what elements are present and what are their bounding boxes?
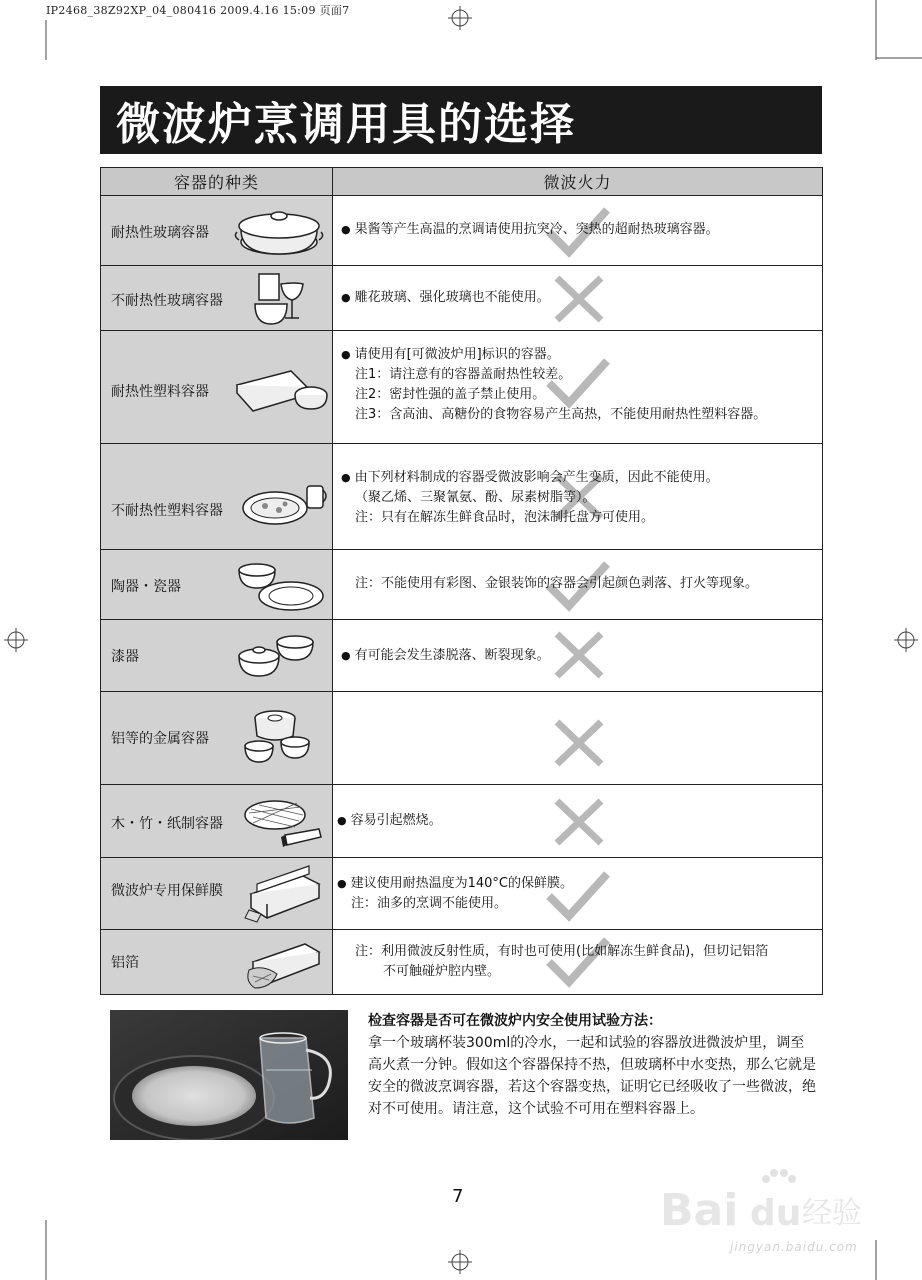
- description-cell: [333, 620, 823, 692]
- category-cell: [101, 266, 333, 331]
- watermark-url: jingyan.baidu.com: [730, 1240, 858, 1254]
- table-row: [101, 266, 823, 331]
- category-name: 铝箔: [111, 955, 139, 971]
- description-cell: [333, 692, 823, 785]
- print-header: IP2468_38Z92XP_04_080416 2009.4.16 15:09 页面7: [46, 4, 350, 17]
- cross-mark-icon: [553, 274, 605, 324]
- category-name: 漆器: [111, 649, 139, 665]
- table-row: [101, 444, 823, 550]
- cross-mark-icon: [553, 718, 605, 768]
- category-cell: [101, 930, 333, 995]
- description-note: 注：只有在解冻生鲜食品时，泡沫制托盘方可使用。: [355, 510, 655, 525]
- category-cell: [101, 692, 333, 785]
- category-name: 微波炉专用保鲜膜: [111, 883, 223, 899]
- page-number: 7: [452, 1186, 464, 1207]
- glasses-icon: [251, 270, 311, 328]
- registration-mark-right: [894, 628, 918, 652]
- ceramic-bowl-and-plate-icon: [233, 556, 327, 616]
- plastic-containers-icon: [231, 361, 331, 417]
- table-row: [101, 858, 823, 930]
- table-row: [101, 620, 823, 692]
- description-line: ● 容易引起燃烧。: [337, 813, 442, 828]
- plastic-wrap-box-icon: [243, 864, 327, 926]
- description-note: 注：不能使用有彩图、金银装饰的容器会引起颜色剥落、打火等现象。: [355, 576, 759, 591]
- aluminum-foil-roll-icon: [243, 934, 327, 992]
- crop-mark-top-left: [0, 0, 60, 60]
- description-cell: [333, 444, 823, 550]
- description-cell: [333, 858, 823, 930]
- description-note: （聚乙烯、三聚氰氨、酚、尿素树脂等）。: [355, 490, 596, 505]
- description-line: ● 由下列材料制成的容器受微波影响会产生变质，因此不能使用。: [341, 470, 719, 485]
- watermark-brand-suffix: du: [750, 1193, 802, 1234]
- table-header-row: [101, 168, 823, 196]
- category-cell: [101, 550, 333, 620]
- category-cell: [101, 858, 333, 930]
- description-line: ● 果酱等产生高温的烹调请使用抗突冷、突热的超耐热玻璃容器。: [341, 222, 719, 237]
- description-cell: [333, 785, 823, 858]
- description-note: 注：利用微波反射性质，有时也可使用(比如解冻生鲜食品)，但切记铝箔: [355, 944, 769, 959]
- category-cell: [101, 620, 333, 692]
- metal-containers-icon: [233, 706, 323, 772]
- registration-mark-bottom: [448, 1250, 472, 1274]
- category-cell: [101, 444, 333, 550]
- table-row: [101, 550, 823, 620]
- table-row: [101, 930, 823, 995]
- description-line: ● 建议使用耐热温度为140°C的保鲜膜。: [337, 876, 573, 891]
- page-title-bar: [100, 86, 822, 154]
- description-line: ● 请使用有[可微波炉用]标识的容器。: [341, 347, 560, 362]
- baidu-watermark-logo: [660, 1165, 870, 1245]
- watermark-brand: Bai: [660, 1185, 739, 1236]
- category-name: 耐热性塑料容器: [111, 384, 209, 400]
- description-cell: [333, 196, 823, 266]
- crop-mark-bottom-right: [862, 1220, 922, 1280]
- description-cell: [333, 550, 823, 620]
- test-method-body: 拿一个玻璃杯装300ml的冷水，一起和试验的容器放进微波炉里，调至高火煮一分钟。假如这个容器保持不热，但玻璃杯中水变热，那么它就是安全的微波烹调容器，若这个容器变热，证明它已经吸收了一些微波，绝对不可使用。请注意，这个试验不可用在塑料容器上。: [368, 1035, 816, 1117]
- description-line: ● 雕花玻璃、强化玻璃也不能使用。: [341, 290, 550, 305]
- plastic-tray-and-mug-icon: [239, 480, 329, 530]
- page-title: 微波炉烹调用具的选择: [116, 99, 576, 150]
- category-name: 木・竹・纸制容器: [111, 816, 223, 832]
- category-cell: [101, 331, 333, 444]
- table-row: [101, 785, 823, 858]
- category-name: 铝等的金属容器: [111, 731, 209, 747]
- category-name: 不耐热性塑料容器: [111, 503, 223, 519]
- lacquer-bowls-icon: [233, 628, 323, 684]
- description-cell: [333, 930, 823, 995]
- cross-mark-icon: [553, 797, 605, 847]
- table-row: [101, 692, 823, 785]
- watermark-brand-cn: 经验: [802, 1196, 862, 1231]
- test-photo: [110, 1010, 348, 1140]
- description-note: 注3：含高油、高糖份的食物容易产生高热，不能使用耐热性塑料容器。: [355, 407, 767, 422]
- category-cell: [101, 196, 333, 266]
- wood-bamboo-paper-icon: [241, 793, 327, 851]
- header-container-type: 容器的种类: [101, 168, 333, 196]
- table-row: [101, 196, 823, 266]
- crop-mark-bottom-left: [0, 1220, 60, 1280]
- table-row: [101, 331, 823, 444]
- category-name: 不耐热性玻璃容器: [111, 293, 223, 309]
- description-note: 注2：密封性强的盖子禁止使用。: [355, 387, 546, 402]
- registration-mark-left: [4, 628, 28, 652]
- description-note: 不可触碰炉腔内壁。: [383, 964, 501, 979]
- header-microwave-power: 微波火力: [333, 168, 823, 196]
- crop-mark-top-right: [862, 0, 922, 60]
- category-name: 耐热性玻璃容器: [111, 225, 209, 241]
- test-method-title: 检查容器是否可在微波炉内安全使用试验方法：: [368, 1013, 662, 1029]
- description-note: 注1：请注意有的容器盖耐热性较差。: [355, 367, 572, 382]
- cross-mark-icon: [553, 630, 605, 680]
- description-note: 注：油多的烹调不能使用。: [351, 896, 508, 911]
- description-cell: [333, 266, 823, 331]
- description-cell: [333, 331, 823, 444]
- container-table: [100, 167, 823, 995]
- heatproof-glass-casserole-icon: [231, 202, 327, 260]
- category-cell: [101, 785, 333, 858]
- description-line: ● 有可能会发生漆脱落、断裂现象。: [341, 648, 550, 663]
- registration-mark-top: [448, 6, 472, 30]
- category-name: 陶器・瓷器: [111, 579, 181, 595]
